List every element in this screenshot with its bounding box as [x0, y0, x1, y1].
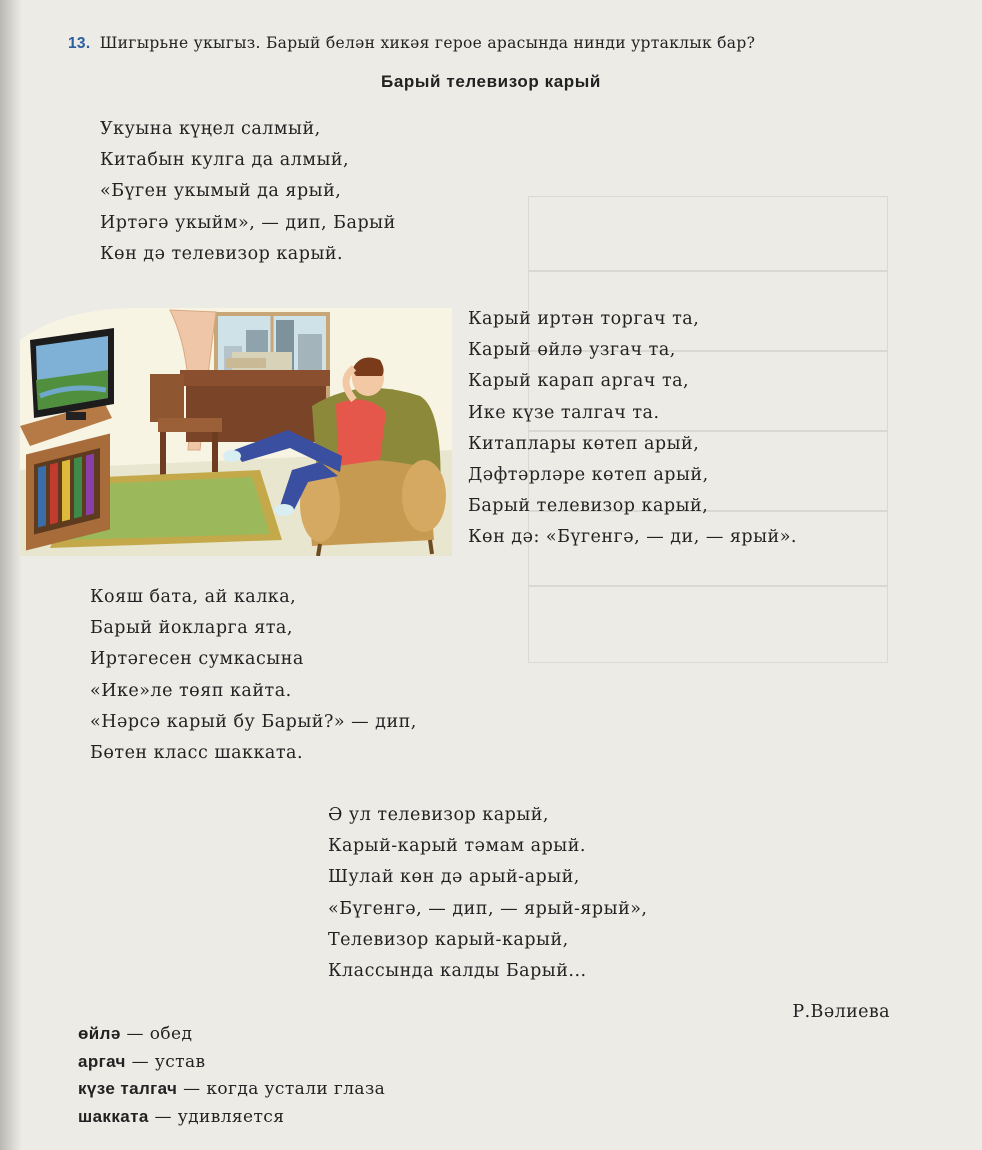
poem-title: Барый телевизор карый	[381, 72, 601, 91]
poem-line: Иртәгесен сумкасына	[90, 649, 304, 670]
poem-line: Бөтен класс шакката.	[90, 742, 304, 763]
glossary-dash: —	[126, 1024, 144, 1044]
glossary-translation: устав	[154, 1051, 206, 1072]
poem-line: Карый карап аргач та,	[468, 371, 690, 392]
stanza-2	[468, 304, 797, 554]
poem-line: Карый иртән торгач та,	[468, 309, 700, 329]
poem-line: Китабын кулга да алмый,	[100, 150, 350, 171]
illustration-boy-watching-tv	[20, 300, 452, 556]
glossary-dash: —	[154, 1106, 172, 1127]
poem-line: Барый телевизор карый,	[468, 496, 709, 517]
poem-line: Шулай көн дә арый-арый,	[328, 867, 580, 888]
glossary-entry	[78, 1103, 385, 1131]
glossary-term: өйлә	[78, 1024, 121, 1043]
poem-line: Укуына күңел салмый,	[100, 119, 321, 139]
poem-line: Барый йокларга ята,	[90, 618, 293, 639]
poem-line: Китаплары көтеп арый,	[468, 433, 700, 454]
poem-line: Классында калды Барый...	[328, 960, 587, 981]
poem-line: Ә ул телевизор карый,	[328, 805, 549, 825]
glossary-term: күзе талгач	[78, 1079, 178, 1098]
task-number: 13.	[68, 35, 91, 52]
stanza-4	[328, 800, 648, 987]
poem-line: Карый-карый тәмам арый.	[328, 836, 586, 857]
poem-line: «Бүгенгә, — дип, — ярый-ярый»,	[328, 898, 648, 919]
glossary-entry	[78, 1075, 385, 1103]
poem-line: Телевизор карый-карый,	[328, 929, 569, 950]
bleed-through-rule	[528, 270, 888, 272]
poem-line: Көн дә телевизор карый.	[100, 243, 344, 264]
poem-line: «Бүген укымый да ярый,	[100, 181, 342, 202]
glossary-dash: —	[183, 1079, 201, 1099]
glossary-entry	[78, 1048, 385, 1076]
poem-line: Ике күзе талгач та.	[468, 402, 660, 423]
poem-line: Карый өйлә узгач та,	[468, 340, 676, 361]
poem-line: Көн дә: «Бүгенгә, — ди, — ярый».	[468, 527, 797, 548]
task-text: Шигырьне укыгыз. Барый белән хикәя герое арасында нинди уртаклык бар?	[99, 34, 756, 52]
television	[30, 328, 114, 420]
glossary-term: аргач	[78, 1051, 126, 1071]
poem-line: «Нәрсә карый бу Барый?» — дип,	[90, 711, 417, 732]
task-prompt	[68, 34, 755, 53]
glossary-dash: —	[131, 1051, 150, 1072]
bleed-through-rule	[528, 585, 888, 587]
glossary-entry	[78, 1020, 385, 1048]
stanza-1	[100, 114, 396, 270]
poem-line: «Ике»ле төяп кайта.	[90, 680, 292, 701]
glossary-translation: обед	[149, 1024, 193, 1044]
glossary-translation: удивляется	[177, 1106, 285, 1127]
poem-author: Р.Вәлиева	[792, 1002, 890, 1022]
poem-line: Кояш бата, ай калка,	[90, 587, 297, 607]
glossary-translation: когда устали глаза	[206, 1079, 386, 1099]
page-binding-shadow	[0, 0, 22, 1150]
stanza-3	[90, 582, 417, 769]
poem-line: Дәфтәрләре көтеп арый,	[468, 464, 709, 485]
poem-line: Иртәгә укыйм», — дип, Барый	[100, 212, 396, 233]
glossary-term: шакката	[78, 1106, 149, 1126]
glossary	[78, 1020, 385, 1130]
